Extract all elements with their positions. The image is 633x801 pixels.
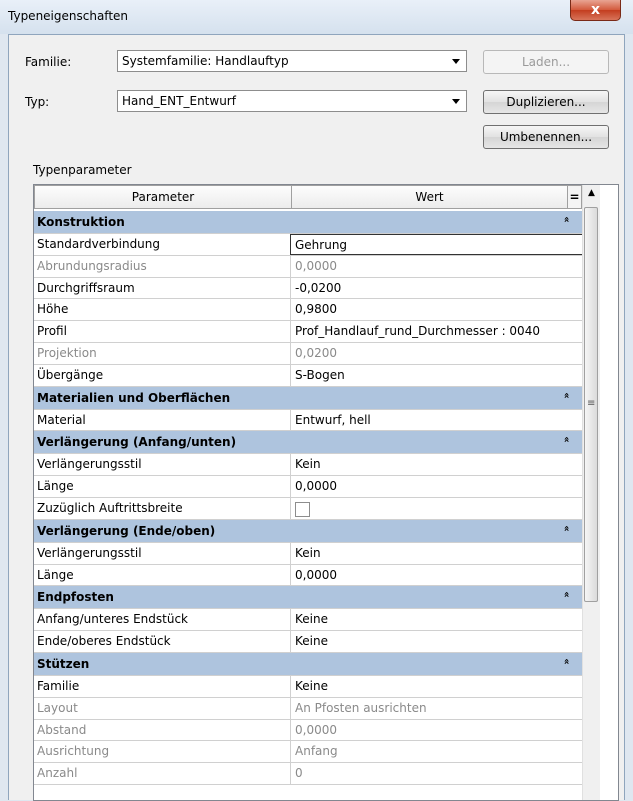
type-label: Typ: (25, 95, 50, 109)
title-bar (0, 0, 633, 34)
parameter-row[interactable] (34, 299, 584, 321)
parameter-name: Standardverbindung (37, 237, 161, 251)
parameter-name: Länge (37, 567, 74, 582)
parameter-row[interactable] (34, 234, 584, 256)
parameter-value[interactable]: Entwurf, hell (290, 410, 584, 431)
parameter-row[interactable] (34, 321, 584, 343)
parameter-value[interactable]: 0,0000 (290, 476, 584, 497)
parameter-name: Familie (37, 678, 80, 693)
parameter-name: Layout (37, 700, 78, 715)
parameter-value[interactable]: Keine (290, 631, 584, 652)
scroll-thumb[interactable] (584, 207, 598, 602)
parameter-value[interactable]: Prof_Handlauf_rund_Durchmesser : 0040 (290, 321, 584, 342)
parameter-name: Übergänge (37, 367, 104, 382)
parameter-value: 0,0200 (290, 343, 584, 364)
category-label: Materialien und Oberflächen (37, 390, 231, 405)
family-label: Familie: (25, 55, 72, 69)
parameter-row[interactable] (34, 676, 584, 698)
parameter-name: Verlängerungsstil (37, 545, 142, 560)
grid-rows (34, 211, 584, 785)
type-dropdown[interactable] (117, 90, 467, 112)
category-row[interactable] (34, 653, 584, 676)
parameter-row[interactable] (34, 343, 584, 365)
category-label: Stützen (37, 656, 90, 671)
parameter-value: 0 (290, 763, 584, 784)
category-label: Konstruktion (37, 215, 125, 229)
parameter-row[interactable] (34, 498, 584, 520)
parameter-row[interactable] (34, 763, 584, 785)
dialog-body (8, 34, 625, 800)
collapse-icon[interactable]: » (561, 391, 573, 399)
group-toggle-button[interactable]: = (567, 185, 582, 209)
parameter-name: Zuzüglich Auftrittsbreite (37, 500, 183, 515)
type-parameters-label: Typenparameter (33, 163, 132, 177)
grip-icon: ≡ (587, 398, 596, 409)
parameter-value[interactable] (290, 498, 584, 519)
parameter-row[interactable] (34, 609, 584, 631)
load-button[interactable]: Laden... (483, 50, 609, 74)
parameter-value[interactable]: Keine (290, 609, 584, 630)
type-parameters-grid (33, 184, 619, 801)
parameter-value[interactable]: Kein (290, 454, 584, 475)
collapse-icon[interactable]: » (561, 658, 573, 665)
category-label: Verlängerung (Ende/oben) (37, 523, 216, 538)
parameter-value: An Pfosten ausrichten (290, 698, 584, 719)
close-button[interactable]: x (570, 0, 621, 21)
duplicate-button[interactable]: Duplizieren... (483, 90, 609, 114)
parameter-row[interactable] (34, 698, 584, 720)
parameter-value[interactable]: -0,0200 (290, 278, 584, 299)
parameter-name: Verlängerungsstil (37, 457, 142, 472)
category-row[interactable] (34, 431, 584, 454)
parameter-row[interactable] (34, 410, 584, 432)
parameter-row[interactable] (34, 256, 584, 278)
parameter-value[interactable]: Gehrung (290, 234, 584, 255)
parameter-value[interactable]: Keine (290, 676, 584, 697)
category-label: Verlängerung (Anfang/unten) (37, 435, 237, 450)
window-title: Typeneigenschaften (8, 9, 129, 23)
parameter-row[interactable] (34, 543, 584, 565)
parameter-row[interactable] (34, 565, 584, 587)
parameter-row[interactable] (34, 631, 584, 653)
collapse-icon[interactable]: » (561, 591, 573, 599)
scroll-up-icon[interactable]: ▲ (588, 188, 595, 198)
parameter-name: Ende/oberes Endstück (37, 634, 171, 649)
category-row[interactable] (34, 520, 584, 543)
parameter-value[interactable]: 0,0000 (290, 565, 584, 586)
collapse-icon[interactable]: » (561, 216, 573, 223)
parameter-value[interactable]: Kein (290, 543, 584, 564)
parameter-name: Anfang/unteres Endstück (37, 612, 188, 627)
rename-button[interactable]: Umbenennen... (483, 125, 609, 149)
collapse-icon[interactable]: » (561, 436, 573, 444)
header-parameter[interactable]: Parameter (34, 185, 292, 209)
collapse-icon[interactable]: » (561, 525, 573, 532)
family-dropdown[interactable] (117, 50, 467, 72)
category-row[interactable] (34, 211, 584, 234)
parameter-value: 0,0000 (290, 720, 584, 741)
parameter-row[interactable] (34, 720, 584, 742)
parameter-name: Material (37, 412, 86, 427)
checkbox[interactable] (295, 502, 310, 517)
parameter-name: Profil (37, 324, 67, 339)
category-label: Endpfosten (37, 590, 114, 605)
parameter-name: Durchgriffsraum (37, 280, 135, 295)
parameter-value: Anfang (290, 741, 584, 762)
parameter-value[interactable]: S-Bogen (290, 365, 584, 386)
parameter-name: Länge (37, 479, 74, 494)
parameter-row[interactable] (34, 365, 584, 387)
parameter-name: Höhe (37, 302, 69, 317)
chevron-down-icon (452, 59, 460, 64)
parameter-row[interactable] (34, 741, 584, 763)
parameter-row[interactable] (34, 454, 584, 476)
header-value[interactable]: Wert (291, 185, 568, 209)
category-row[interactable] (34, 586, 584, 609)
parameter-name: Anzahl (37, 766, 78, 781)
grid-header (34, 185, 600, 209)
parameter-row[interactable] (34, 476, 584, 498)
family-value: Systemfamilie: Handlauftyp (122, 54, 289, 68)
category-row[interactable] (34, 387, 584, 410)
parameter-name: Abrundungsradius (37, 258, 147, 273)
parameter-name: Projektion (37, 345, 97, 360)
parameter-value: 0,0000 (290, 256, 584, 277)
parameter-name: Ausrichtung (37, 744, 110, 759)
type-value: Hand_ENT_Entwurf (122, 94, 236, 108)
chevron-down-icon (452, 99, 460, 104)
parameter-name: Abstand (37, 722, 87, 737)
parameter-value[interactable]: 0,9800 (290, 299, 584, 320)
vertical-scrollbar[interactable] (582, 185, 600, 800)
parameter-row[interactable] (34, 278, 584, 300)
